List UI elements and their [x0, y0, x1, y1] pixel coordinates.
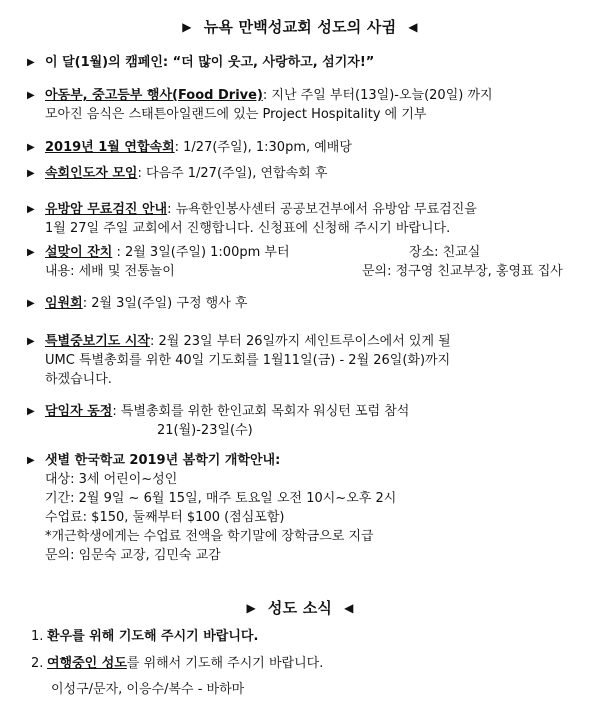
arrow-right-icon: ▶ — [246, 601, 256, 615]
fellowship-title: 뉴욕 만백성교회 성도의 사귐 — [203, 18, 397, 36]
item-line3: 하겠습니다. — [45, 372, 112, 387]
item-label: 속회인도자 모임 — [45, 166, 138, 181]
fellowship-header — [0, 16, 600, 37]
news-title: 성도 소식 — [267, 599, 333, 617]
item-label: 특별중보기도 시작 — [45, 334, 150, 349]
news-number: 1. — [31, 629, 44, 644]
news-label: 환우를 위해 기도해 주시기 바랍니다. — [47, 629, 259, 644]
item-label: 2019년 1월 연합속회 — [45, 140, 175, 155]
item-text: “더 많이 웃고, 사랑하고, 섬기자!” — [172, 55, 375, 70]
item-label: 설맞이 잔치 — [45, 245, 113, 260]
bullet-icon: ▶ — [27, 204, 35, 215]
news-number: 2. — [31, 656, 44, 671]
item-text: : 뉴욕한인봉사센터 공공보건부에서 유방암 무료검진을 — [167, 202, 477, 217]
item-text: : 2월 3일(주일) 1:00pm 부터 — [112, 245, 290, 260]
item-line2: 21(월)-23일(수) — [157, 423, 253, 438]
bullet-icon: ▶ — [27, 168, 35, 179]
item-text: : 다음주 1/27(주일), 연합속회 후 — [137, 166, 328, 181]
news-label: 여행중인 성도 — [47, 656, 127, 671]
item-label: 샛별 한국학교 2019년 봄학기 개학안내: — [45, 453, 281, 468]
item-line2: 내용: 세배 및 전통놀이 — [45, 264, 175, 279]
item-text: : 특별총회를 위한 한인교회 목회자 워싱턴 포럼 참석 — [112, 404, 410, 419]
item-line3: 기간: 2월 9일 ~ 6월 15일, 매주 토요일 오전 10시~오후 2시 — [45, 491, 397, 506]
news-item-2 — [31, 654, 581, 674]
item-label: 담임자 동정 — [45, 404, 113, 419]
bullet-icon: ▶ — [27, 247, 35, 258]
party-place: 장소: 친교실 — [409, 245, 481, 260]
item-line2: 모아진 음식은 스태튼아일랜드에 있는 Project Hospitality 에 기부 — [45, 107, 427, 122]
arrow-right-icon: ▶ — [182, 20, 192, 34]
item-label: 유방암 무료검진 안내 — [45, 202, 168, 217]
bullet-icon: ▶ — [27, 455, 35, 466]
item-label: 아동부, 중고등부 행사(Food Drive) — [45, 88, 263, 103]
item-line4: 수업료: $150, 둘째부터 $100 (점심포함) — [45, 510, 285, 525]
bullet-icon: ▶ — [27, 298, 35, 309]
item-text: : 지난 주일 부터(13일)-오늘(20일) 까지 — [262, 88, 493, 103]
item-label: 임원회 — [45, 296, 83, 311]
arrow-left-icon: ◀ — [344, 601, 354, 615]
item-text: : 2월 23일 부터 26일까지 세인트루이스에서 있게 될 — [150, 334, 451, 349]
item-text: : 2월 3일(주일) 구정 행사 후 — [82, 296, 248, 311]
news-text: 를 위해서 기도해 주시기 바랍니다. — [126, 656, 324, 671]
item-line6: 문의: 임문숙 교장, 김민숙 교감 — [45, 548, 221, 563]
item-line2: UMC 특별총회를 위한 40일 기도회를 1월11일(금) - 2월 26일(화)까지 — [45, 353, 451, 368]
travelers-list: 이성구/문자, 이응수/복수 - 바하마 — [51, 682, 245, 697]
item-label: 이 달(1월)의 캠페인: — [45, 55, 173, 70]
bullet-icon: ▶ — [27, 336, 35, 347]
bullet-icon: ▶ — [27, 142, 35, 153]
party-contact: 문의: 정구영 친교부장, 홍영표 집사 — [362, 264, 563, 279]
item-line5: *개근학생에게는 수업료 전액을 학기말에 장학금으로 지급 — [45, 529, 374, 544]
item-line2: 대상: 3세 어린이~성인 — [45, 472, 178, 487]
news-item-1 — [31, 627, 581, 647]
item-text: : 1/27(주일), 1:30pm, 예배당 — [174, 140, 352, 155]
news-header — [0, 597, 600, 618]
bullet-icon: ▶ — [27, 90, 35, 101]
item-line2: 1월 27일 주일 교회에서 진행합니다. 신청표에 신청해 주시기 바랍니다. — [45, 221, 451, 236]
bullet-icon: ▶ — [27, 57, 35, 68]
arrow-left-icon: ◀ — [408, 20, 418, 34]
bullet-icon: ▶ — [27, 406, 35, 417]
